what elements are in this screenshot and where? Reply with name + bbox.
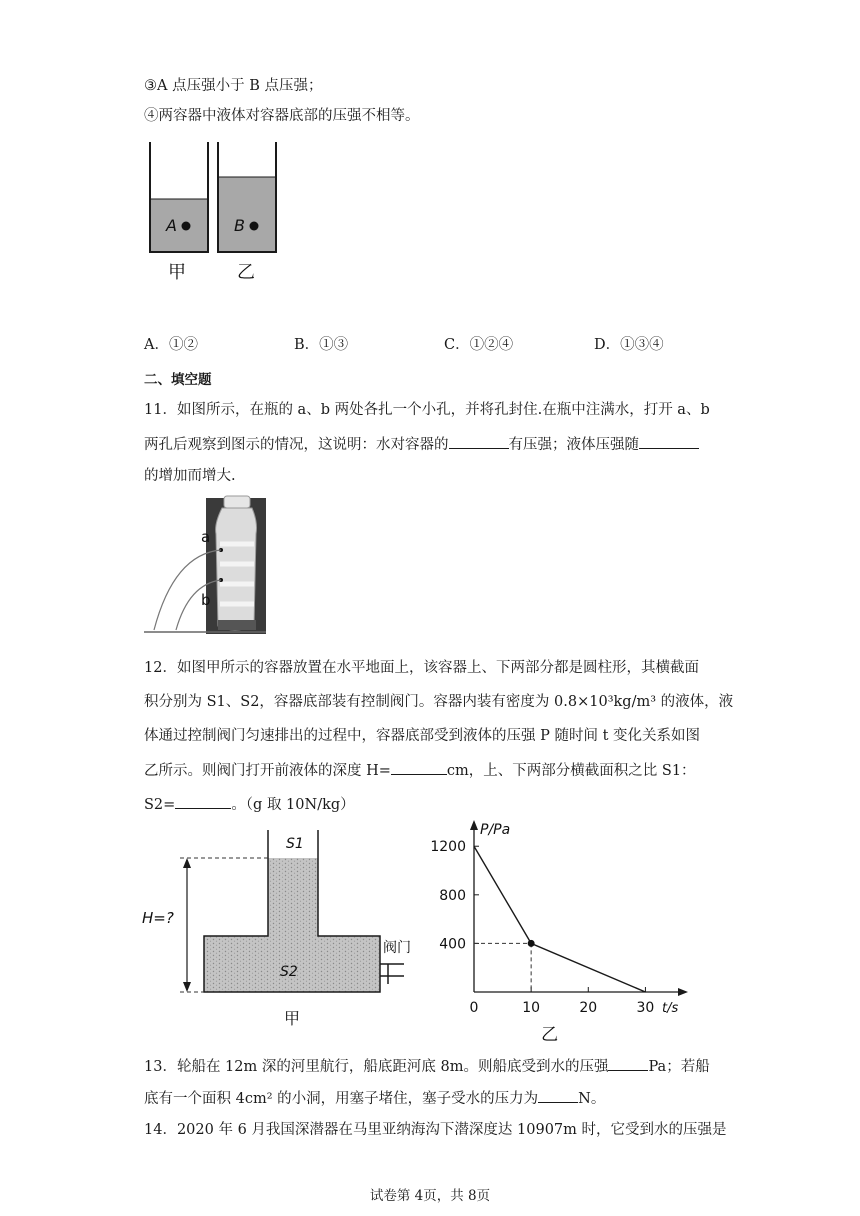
option-d[interactable]: D．①③④	[594, 337, 664, 353]
q12-line-1: 12．如图甲所示的容器放置在水平地面上，该容器上、下两部分都是圆柱形，其横截面	[144, 660, 699, 676]
q13-line-1	[144, 1056, 710, 1077]
q13-line-2	[144, 1088, 605, 1109]
q12-line-3: 体通过控制阀门匀速排出的过程中，容器底部受到液体的压强 P 随时间 t 变化关系如图	[144, 728, 701, 744]
q12-blank-2[interactable]	[175, 794, 231, 809]
marked-point	[528, 940, 535, 947]
q13-blank-1[interactable]	[608, 1056, 648, 1071]
pressure-time-chart	[420, 818, 700, 1046]
page-footer: 试卷第 4页，共 8页	[369, 1188, 491, 1204]
y-axis-arrow	[470, 820, 478, 830]
height-label: H=?	[142, 909, 174, 927]
fig-jia-caption: 甲	[284, 1009, 301, 1028]
y-tick-label: 400	[439, 936, 466, 953]
q11-line-1: 11．如图所示，在瓶的 a、b 两处各扎一个小孔，并将孔封住.在瓶中注满水，打开 a、b	[144, 402, 710, 418]
q11-line-2	[144, 434, 699, 455]
y-axis-label: P/Pa	[480, 822, 511, 838]
option-b[interactable]: B．①③	[294, 337, 349, 353]
q11-blank-1[interactable]	[449, 434, 509, 449]
x-tick-label: 30	[636, 1000, 655, 1016]
pressure-line	[474, 846, 645, 992]
q11-text-2b: 有压强；液体压强随	[508, 437, 639, 453]
x-axis-arrow	[678, 988, 688, 996]
q14-line-1: 14．2020 年 6 月我国深潜器在马里亚纳海沟下潜深度达 10907m 时，它受到水的压强是	[144, 1122, 727, 1138]
q12-text-5b: 。（g 取 10N/kg）	[231, 797, 355, 813]
q11-text-2a: 两孔后观察到图示的情况，这说明：水对容器的	[144, 437, 449, 453]
q12-text-5a: S2=	[144, 797, 176, 813]
q13-text-1a: 13．轮船在 12m 深的河里航行，船底距河底 8m。则船底受到水的压强	[144, 1059, 609, 1075]
q12-line-5	[144, 794, 355, 815]
y-tick-label: 1200	[430, 839, 466, 856]
option-c[interactable]: C．①②④	[444, 337, 514, 353]
q13-text-2b: N。	[578, 1091, 606, 1107]
x-axis-label: t/s	[662, 1001, 679, 1016]
q10-statement-4: ④两容器中液体对容器底部的压强不相等。	[144, 108, 420, 124]
bottle-photo	[144, 494, 266, 636]
point-a-dot	[182, 222, 191, 231]
container-yi-caption: 乙	[237, 262, 255, 283]
valve-label: 阀门	[383, 940, 411, 956]
q13-text-1b: Pa；若船	[648, 1059, 710, 1075]
container-jia-caption: 甲	[168, 262, 186, 283]
x-tick-label: 10	[522, 1000, 541, 1016]
q13-blank-2[interactable]	[538, 1088, 578, 1103]
fig-yi-caption: 乙	[541, 1025, 559, 1045]
q10-statement-3: ③A 点压强小于 B 点压强；	[144, 78, 323, 94]
option-a[interactable]: A．①②	[144, 337, 198, 353]
point-b-dot	[250, 222, 259, 231]
x-tick-label: 0	[469, 1000, 479, 1016]
hole-a-label: a	[201, 528, 211, 546]
point-b-label: B	[234, 216, 245, 235]
q12-line-4	[144, 760, 696, 781]
section-heading-fill-in: 二、填空题	[144, 372, 212, 388]
q11-line-3: 的增加而增大.	[144, 468, 236, 484]
s2-label: S2	[280, 964, 298, 980]
q13-text-2a: 底有一个面积 4cm² 的小洞，用塞子堵住，塞子受水的压力为	[144, 1091, 539, 1107]
q12-line-2: 积分别为 S1、S2，容器底部装有控制阀门。容器内装有密度为 0.8×10³kg/m³ 的液体，液	[144, 694, 734, 710]
x-tick-label: 20	[579, 1000, 598, 1016]
s1-label: S1	[286, 836, 304, 852]
container-diagram-jia	[140, 826, 411, 1038]
q12-text-4b: cm，上、下两部分横截面积之比 S1：	[446, 763, 696, 779]
q12-blank-1[interactable]	[391, 760, 447, 775]
hole-b-label: b	[201, 591, 211, 609]
q11-blank-2[interactable]	[639, 434, 699, 449]
q10-container-figure	[140, 140, 290, 285]
y-tick-label: 800	[439, 887, 466, 904]
q12-text-4a: 乙所示。则阀门打开前液体的深度 H=	[144, 763, 391, 779]
point-a-label: A	[166, 216, 177, 235]
